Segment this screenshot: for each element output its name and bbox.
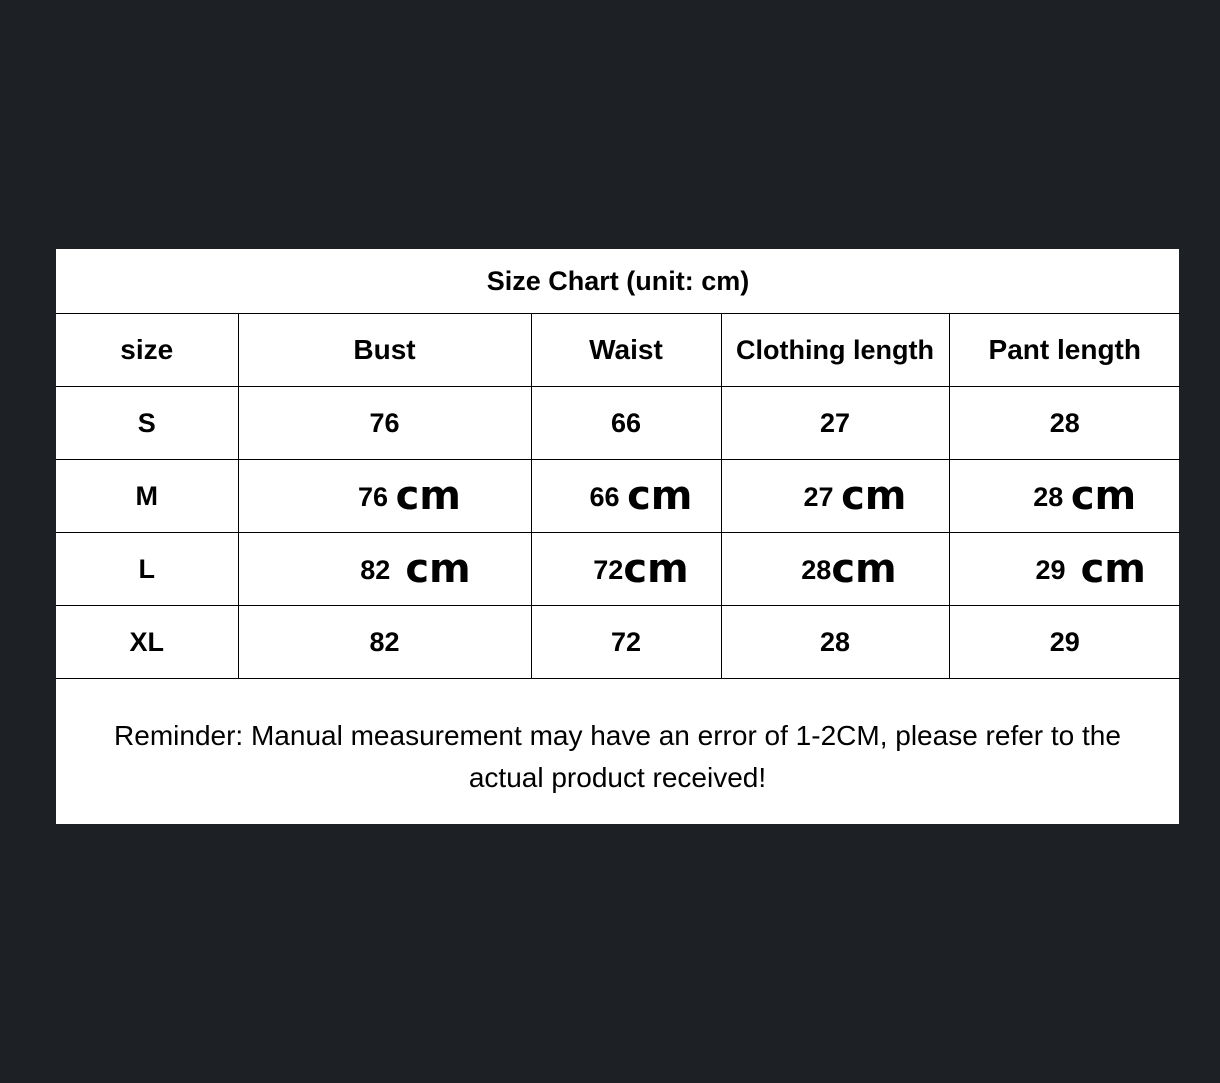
bust-cell xyxy=(238,460,531,533)
pant-length-cell xyxy=(949,460,1180,533)
unit-label: cm xyxy=(841,473,907,519)
size-cell: S xyxy=(56,387,238,460)
bust-cell xyxy=(238,387,531,460)
clothing-length-cell xyxy=(721,387,949,460)
column-header-clothing-length: Clothing length xyxy=(721,314,949,387)
column-header-size: size xyxy=(56,314,238,387)
column-header-bust: Bust xyxy=(238,314,531,387)
unit-label: cm xyxy=(395,473,461,519)
bust-cell xyxy=(238,533,531,606)
pant-length-value: 28 xyxy=(1049,407,1080,438)
table-row-m xyxy=(56,460,1180,533)
size-chart-sheet xyxy=(56,249,1179,824)
unit-label: cm xyxy=(831,546,897,592)
reminder-line-2: actual product received! xyxy=(468,762,767,793)
size-cell: M xyxy=(56,460,238,533)
waist-value: 66 xyxy=(589,482,620,512)
chart-title: Size Chart (unit: cm) xyxy=(56,249,1180,314)
size-cell: XL xyxy=(56,606,238,679)
waist-cell xyxy=(531,387,721,460)
bust-value: 76 xyxy=(369,407,400,438)
unit-label: cm xyxy=(1070,473,1137,519)
clothing-length-cell xyxy=(721,606,949,679)
column-header-pant-length: Pant length xyxy=(949,314,1180,387)
waist-value: 66 xyxy=(610,407,642,438)
waist-value: 72 xyxy=(593,555,624,585)
bust-cell xyxy=(238,606,531,679)
size-cell: L xyxy=(56,533,238,606)
bust-value: 76 xyxy=(358,482,389,512)
pant-length-value: 29 xyxy=(1049,626,1080,657)
waist-cell xyxy=(531,460,721,533)
unit-label: cm xyxy=(1080,546,1146,592)
clothing-length-value: 27 xyxy=(819,407,851,438)
title-row xyxy=(56,249,1180,314)
clothing-length-value: 27 xyxy=(803,482,834,512)
bust-value: 82 xyxy=(360,555,391,585)
table-row-s xyxy=(56,387,1180,460)
bust-value: 82 xyxy=(369,626,400,657)
unit-label: cm xyxy=(623,546,689,592)
clothing-length-cell xyxy=(721,460,949,533)
reminder-line-1: Reminder: Manual measurement may have an error of 1-2CM, please refer to the xyxy=(114,720,1121,751)
size-chart-table xyxy=(56,249,1180,679)
pant-length-value: 29 xyxy=(1035,555,1066,585)
reminder-note xyxy=(56,715,1179,799)
table-row-l xyxy=(56,533,1180,606)
pant-length-value: 28 xyxy=(1033,482,1064,512)
unit-label: cm xyxy=(405,546,471,592)
waist-cell xyxy=(531,606,721,679)
unit-label: cm xyxy=(627,473,693,519)
waist-cell xyxy=(531,533,721,606)
header-row xyxy=(56,314,1180,387)
table-row-xl xyxy=(56,606,1180,679)
waist-value: 72 xyxy=(610,626,642,657)
pant-length-cell xyxy=(949,533,1180,606)
clothing-length-cell xyxy=(721,533,949,606)
clothing-length-value: 28 xyxy=(819,626,851,657)
pant-length-cell xyxy=(949,606,1180,679)
pant-length-cell xyxy=(949,387,1180,460)
column-header-waist: Waist xyxy=(531,314,721,387)
clothing-length-value: 28 xyxy=(801,555,832,585)
